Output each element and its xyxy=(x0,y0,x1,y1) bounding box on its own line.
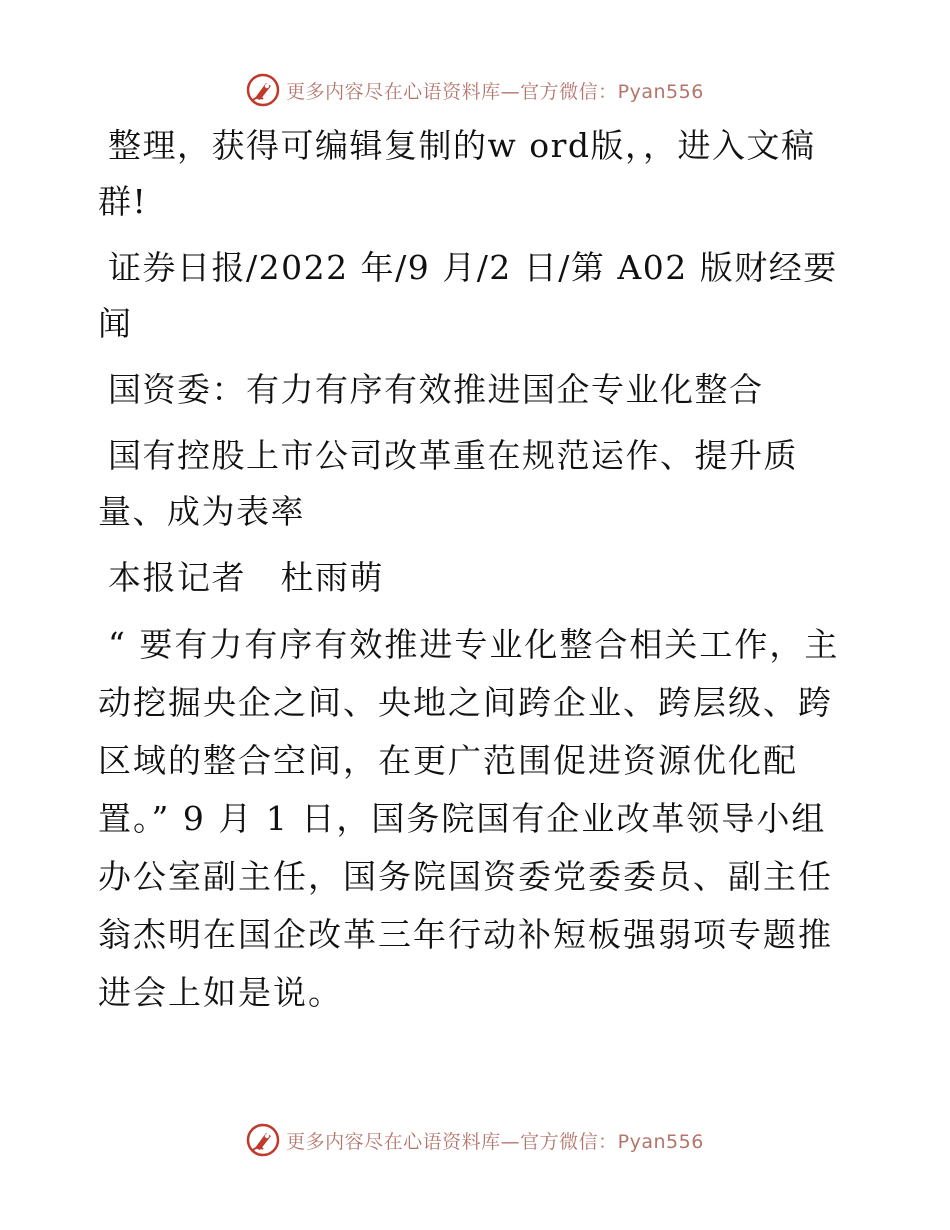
watermark-text: 更多内容尽在心语资料库—官方微信：Pyan556 xyxy=(286,1130,704,1153)
pen-nib-logo-icon xyxy=(246,1123,280,1157)
source-line: 证券日报/2022 年/9 月/2 日/第 A02 版财经要闻 xyxy=(98,248,838,343)
intro-paragraph: 整理，获得可编辑复制的w ord版，，进入文稿群! xyxy=(98,126,816,221)
pen-nib-logo-icon xyxy=(246,73,280,107)
article-title: 国资委：有力有序有效推进国企专业化整合 xyxy=(108,370,764,409)
reporter-byline: 本报记者 杜雨萌 xyxy=(108,558,384,597)
document-body xyxy=(98,118,853,1032)
body-paragraph: “ 要有力有序有效推进专业化整合相关工作，主动挖掘央企之间、央地之间跨企业、跨层级、跨区域的整合空间，在更广范围促进资源优化配置。” 9 月 1 日，国务院国有企业改革领导小组办公室副主任，国务院国资委党委委员、副主任翁杰明在国企改革三年行动补短板强弱项专题推进会上如是说。 xyxy=(98,625,840,1012)
article-subtitle: 国有控股上市公司改革重在规范运作、提升质量、成为表率 xyxy=(98,436,798,531)
watermark-text: 更多内容尽在心语资料库—官方微信：Pyan556 xyxy=(286,80,704,103)
footer-watermark-banner xyxy=(0,1120,950,1160)
header-watermark-banner xyxy=(0,70,950,110)
